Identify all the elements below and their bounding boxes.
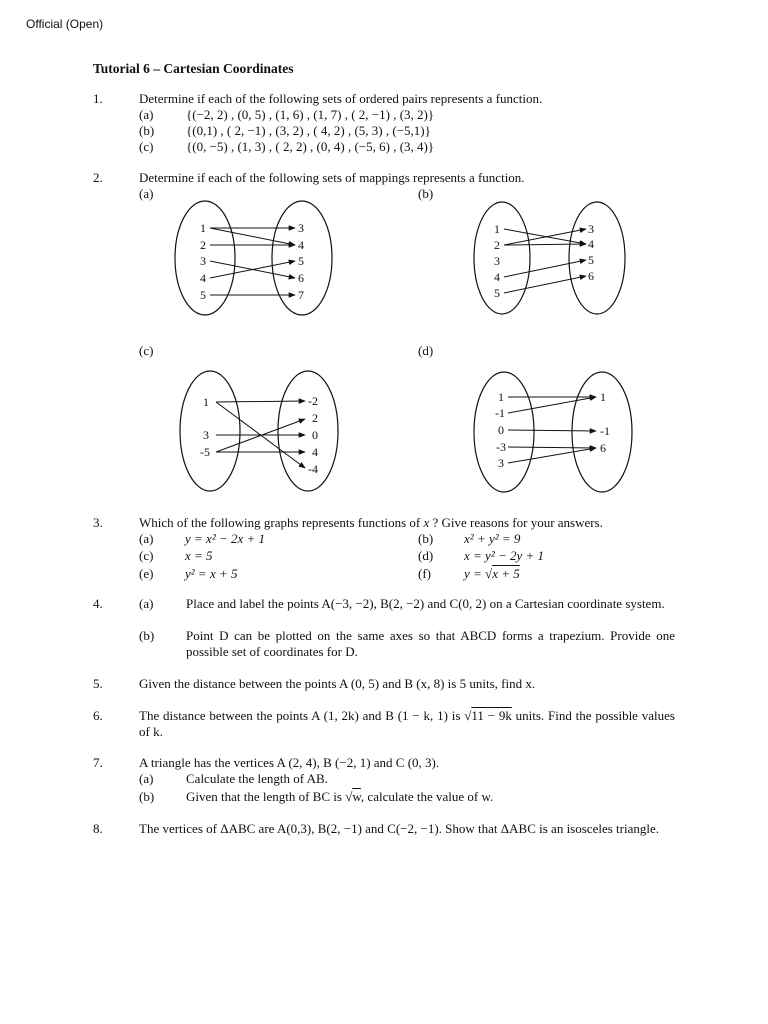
- q2-a-label: (a): [139, 186, 154, 201]
- codomain-value: 5: [298, 254, 304, 268]
- q3-number: 3.: [93, 515, 103, 530]
- codomain-value: 3: [588, 222, 594, 236]
- classification-label: Official (Open): [26, 17, 104, 31]
- q3-b-label: (b): [418, 531, 434, 546]
- domain-value: 1: [200, 221, 206, 235]
- q1-b-text: {(0,1) , ( 2, −1) , (3, 2) , ( 4, 2) , (5, 3) , (−5,1)}: [186, 123, 431, 138]
- q3-c-equation: x = 5: [185, 548, 213, 563]
- mapping-arrow: [504, 260, 586, 277]
- q2-text: Determine if each of the following sets of mappings represents a function.: [139, 170, 525, 185]
- q1-a-label: (a): [139, 107, 154, 122]
- q7-number: 7.: [93, 755, 103, 770]
- q8-text: The vertices of ΔABC are A(0,3), B(2, −1) and C(−2, −1). Show that ΔABC is an isosceles triangle.: [139, 821, 659, 836]
- codomain-value: 0: [312, 428, 318, 442]
- mapping-arrow: [508, 430, 596, 431]
- q4-a-label: (a): [139, 596, 154, 611]
- domain-value: 1: [203, 395, 209, 409]
- page-title: Tutorial 6 – Cartesian Coordinates: [93, 61, 294, 76]
- mapping-arrow: [508, 397, 596, 413]
- codomain-value: -1: [600, 424, 610, 438]
- mapping-arrow: [508, 448, 596, 463]
- q1-b-label: (b): [139, 123, 155, 138]
- domain-oval: [474, 202, 530, 314]
- q3-d-label: (d): [418, 548, 434, 563]
- codomain-value: 6: [600, 441, 606, 455]
- domain-value: 5: [200, 288, 206, 302]
- q3-d-equation: x = y² − 2y + 1: [464, 548, 545, 563]
- q4-number: 4.: [93, 596, 103, 611]
- domain-oval: [180, 371, 240, 491]
- codomain-value: 6: [588, 269, 594, 283]
- q4-a-text: Place and label the points A(−3, −2), B(2, −2) and C(0, 2) on a Cartesian coordinate system.: [186, 596, 665, 611]
- domain-value: -5: [200, 445, 210, 459]
- q3-e-label: (e): [139, 566, 154, 581]
- mapping-arrow: [216, 401, 305, 402]
- q4-b-text: Point D can be plotted on the same axes so that ABCD forms a trapezium. Provide one possible set of coordinates for D.: [186, 628, 675, 659]
- domain-value: 3: [203, 428, 209, 442]
- q1-text: Determine if each of the following sets of ordered pairs represents a function.: [139, 91, 543, 106]
- domain-value: 2: [200, 238, 206, 252]
- q7-b-text: Given that the length of BC is √w, calculate the value of w.: [186, 789, 494, 804]
- q3-e-equation: y² = x + 5: [185, 566, 238, 581]
- q3-text: Which of the following graphs represents functions of x ? Give reasons for your answers.: [139, 515, 603, 530]
- domain-value: 5: [494, 286, 500, 300]
- mapping-diagram-a: [170, 195, 340, 320]
- domain-value: 1: [494, 222, 500, 236]
- q3-f-label: (f): [418, 566, 431, 581]
- domain-value: 4: [494, 270, 500, 284]
- q3-c-label: (c): [139, 548, 154, 563]
- codomain-value: 7: [298, 288, 304, 302]
- q1-number: 1.: [93, 91, 103, 106]
- domain-value: 0: [498, 423, 504, 437]
- q1-c-label: (c): [139, 139, 154, 154]
- mapping-diagram-b: [470, 198, 635, 320]
- codomain-value: 1: [600, 390, 606, 404]
- q6-number: 6.: [93, 708, 103, 723]
- q2-d-label: (d): [418, 343, 434, 358]
- codomain-value: 4: [298, 238, 304, 252]
- domain-oval: [474, 372, 534, 492]
- q3-f-equation: y = √x + 5: [464, 566, 520, 581]
- q2-b-label: (b): [418, 186, 434, 201]
- q8-number: 8.: [93, 821, 103, 836]
- codomain-value: 5: [588, 253, 594, 267]
- codomain-value: 4: [588, 237, 594, 251]
- q7-a-label: (a): [139, 771, 154, 786]
- codomain-value: -4: [308, 462, 318, 476]
- domain-value: -1: [495, 406, 505, 420]
- domain-value: 1: [498, 390, 504, 404]
- q5-number: 5.: [93, 676, 103, 691]
- q6-text: The distance between the points A (1, 2k) and B (1 − k, 1) is √11 − 9k units. Find the possible values of k.: [139, 708, 675, 739]
- domain-value: 4: [200, 271, 206, 285]
- codomain-value: 6: [298, 271, 304, 285]
- mapping-diagram-c: [172, 365, 342, 495]
- q2-c-label: (c): [139, 343, 154, 358]
- q3-b-equation: x² + y² = 9: [464, 531, 521, 546]
- codomain-value: 4: [312, 445, 318, 459]
- domain-value: 3: [494, 254, 500, 268]
- domain-value: 3: [498, 456, 504, 470]
- q3-a-equation: y = x² − 2x + 1: [185, 531, 266, 546]
- codomain-value: -2: [308, 394, 318, 408]
- codomain-value: 2: [312, 411, 318, 425]
- q5-text: Given the distance between the points A (0, 5) and B (x, 8) is 5 units, find x.: [139, 676, 536, 691]
- q3-a-label: (a): [139, 531, 154, 546]
- codomain-value: 3: [298, 221, 304, 235]
- q1-a-text: {(−2, 2) , (0, 5) , (1, 6) , (1, 7) , ( 2, −1) , (3, 2)}: [186, 107, 435, 122]
- mapping-diagram-d: [468, 368, 638, 496]
- mapping-arrow: [508, 447, 596, 448]
- q4-b-label: (b): [139, 628, 155, 643]
- q2-number: 2.: [93, 170, 103, 185]
- q1-c-text: {(0, −5) , (1, 3) , ( 2, 2) , (0, 4) , (−5, 6) , (3, 4)}: [186, 139, 435, 154]
- domain-value: 3: [200, 254, 206, 268]
- domain-value: -3: [496, 440, 506, 454]
- mapping-arrow: [504, 244, 586, 245]
- q7-b-label: (b): [139, 789, 155, 804]
- domain-value: 2: [494, 238, 500, 252]
- q7-text: A triangle has the vertices A (2, 4), B (−2, 1) and C (0, 3).: [139, 755, 440, 770]
- q7-a-text: Calculate the length of AB.: [186, 771, 328, 786]
- codomain-oval: [569, 202, 625, 314]
- mapping-arrow: [210, 228, 295, 245]
